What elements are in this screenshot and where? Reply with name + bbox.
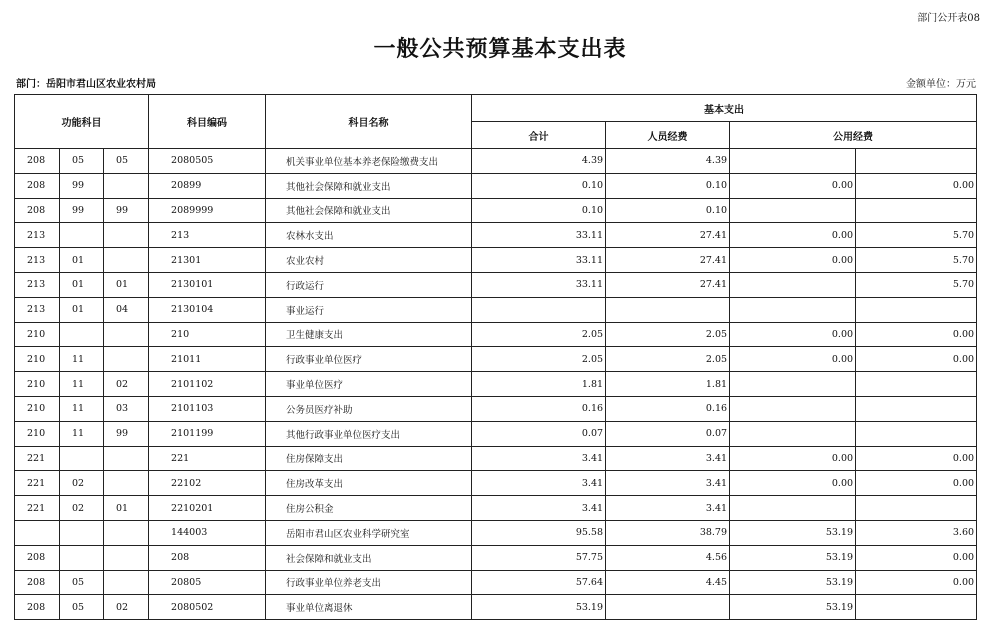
subject-code-cell: 2101102 (149, 372, 266, 397)
func-subitem-cell: 01 (104, 496, 149, 521)
total-cell: 3.41 (472, 471, 606, 496)
func-item-cell (60, 520, 104, 545)
header-subject-code: 科目编码 (149, 95, 266, 149)
total-cell: 2.05 (472, 347, 606, 372)
subject-name-cell: 农业农村 (266, 248, 472, 273)
func-class-cell: 208 (15, 545, 60, 570)
func-subitem-cell (104, 570, 149, 595)
table-row (15, 223, 977, 248)
func-class-cell: 210 (15, 372, 60, 397)
public-cell (730, 272, 856, 297)
total-cell: 0.16 (472, 396, 606, 421)
func-class-cell: 221 (15, 496, 60, 521)
public-cell: 0.00 (730, 347, 856, 372)
public-cell: 0.00 (730, 471, 856, 496)
table-row (15, 446, 977, 471)
func-item-cell: 01 (60, 297, 104, 322)
public-cell: 0.00 (730, 173, 856, 198)
header-func-subject: 功能科目 (15, 95, 149, 149)
table-row (15, 272, 977, 297)
func-class-cell: 210 (15, 322, 60, 347)
func-class-cell: 208 (15, 173, 60, 198)
department-label: 部门：岳阳市君山区农业农村局 (16, 79, 156, 90)
public-cell (730, 198, 856, 223)
func-item-cell: 11 (60, 421, 104, 446)
func-subitem-cell: 02 (104, 372, 149, 397)
public-extra-cell: 0.00 (856, 446, 977, 471)
func-class-cell (15, 520, 60, 545)
func-item-cell: 11 (60, 396, 104, 421)
func-item-cell (60, 322, 104, 347)
public-cell (730, 496, 856, 521)
func-item-cell: 02 (60, 496, 104, 521)
func-class-cell: 213 (15, 272, 60, 297)
func-subitem-cell (104, 248, 149, 273)
table-row (15, 545, 977, 570)
total-cell: 53.19 (472, 595, 606, 620)
func-class-cell: 208 (15, 595, 60, 620)
personnel-cell (606, 297, 730, 322)
public-cell: 0.00 (730, 248, 856, 273)
public-cell: 53.19 (730, 595, 856, 620)
public-extra-cell (856, 149, 977, 174)
subject-code-cell: 21011 (149, 347, 266, 372)
subject-name-cell: 公务员医疗补助 (266, 396, 472, 421)
personnel-cell: 3.41 (606, 496, 730, 521)
subject-name-cell: 住房改革支出 (266, 471, 472, 496)
func-item-cell: 01 (60, 248, 104, 273)
func-class-cell: 208 (15, 570, 60, 595)
func-subitem-cell: 03 (104, 396, 149, 421)
personnel-cell: 27.41 (606, 272, 730, 297)
header-total: 合计 (472, 122, 606, 149)
total-cell: 2.05 (472, 322, 606, 347)
public-extra-cell (856, 297, 977, 322)
subject-code-cell: 2089999 (149, 198, 266, 223)
func-subitem-cell (104, 471, 149, 496)
public-extra-cell: 3.60 (856, 520, 977, 545)
func-item-cell: 02 (60, 471, 104, 496)
public-cell: 0.00 (730, 322, 856, 347)
subject-code-cell: 20805 (149, 570, 266, 595)
subject-name-cell: 社会保障和就业支出 (266, 545, 472, 570)
total-cell: 33.11 (472, 272, 606, 297)
table-row (15, 520, 977, 545)
subject-name-cell: 其他社会保障和就业支出 (266, 198, 472, 223)
public-extra-cell: 0.00 (856, 570, 977, 595)
subject-name-cell: 岳阳市君山区农业科学研究室 (266, 520, 472, 545)
subject-code-cell: 210 (149, 322, 266, 347)
public-extra-cell: 0.00 (856, 347, 977, 372)
unit-label: 金额单位：万元 (906, 79, 976, 90)
subject-code-cell: 2130101 (149, 272, 266, 297)
total-cell: 95.58 (472, 520, 606, 545)
func-subitem-cell (104, 173, 149, 198)
func-subitem-cell: 02 (104, 595, 149, 620)
func-class-cell: 210 (15, 347, 60, 372)
subject-name-cell: 行政事业单位医疗 (266, 347, 472, 372)
func-item-cell: 99 (60, 173, 104, 198)
public-extra-cell: 0.00 (856, 322, 977, 347)
subject-code-cell: 2080502 (149, 595, 266, 620)
subject-code-cell: 2101199 (149, 421, 266, 446)
subject-name-cell: 事业单位离退休 (266, 595, 472, 620)
func-item-cell (60, 545, 104, 570)
table-row (15, 198, 977, 223)
public-extra-cell: 0.00 (856, 173, 977, 198)
subject-code-cell: 22102 (149, 471, 266, 496)
subject-name-cell: 住房保障支出 (266, 446, 472, 471)
public-cell: 0.00 (730, 223, 856, 248)
personnel-cell (606, 595, 730, 620)
subject-code-cell: 213 (149, 223, 266, 248)
func-class-cell: 213 (15, 223, 60, 248)
func-subitem-cell (104, 347, 149, 372)
func-item-cell (60, 446, 104, 471)
expense-table (14, 94, 977, 620)
personnel-cell: 4.45 (606, 570, 730, 595)
personnel-cell: 1.81 (606, 372, 730, 397)
subject-name-cell: 其他社会保障和就业支出 (266, 173, 472, 198)
public-extra-cell (856, 396, 977, 421)
table-row (15, 297, 977, 322)
table-row (15, 421, 977, 446)
subject-code-cell: 2101103 (149, 396, 266, 421)
func-item-cell: 11 (60, 372, 104, 397)
total-cell: 57.64 (472, 570, 606, 595)
total-cell: 0.10 (472, 173, 606, 198)
subject-code-cell: 20899 (149, 173, 266, 198)
subject-name-cell: 行政运行 (266, 272, 472, 297)
subject-name-cell: 事业运行 (266, 297, 472, 322)
table-row (15, 496, 977, 521)
total-cell: 57.75 (472, 545, 606, 570)
func-item-cell: 99 (60, 198, 104, 223)
public-extra-cell: 5.70 (856, 223, 977, 248)
personnel-cell: 0.07 (606, 421, 730, 446)
total-cell (472, 297, 606, 322)
subject-code-cell: 2210201 (149, 496, 266, 521)
func-subitem-cell (104, 223, 149, 248)
public-cell (730, 297, 856, 322)
public-extra-cell: 0.00 (856, 545, 977, 570)
personnel-cell: 4.39 (606, 149, 730, 174)
total-cell: 0.10 (472, 198, 606, 223)
public-cell: 53.19 (730, 545, 856, 570)
personnel-cell: 3.41 (606, 471, 730, 496)
personnel-cell: 0.16 (606, 396, 730, 421)
subject-name-cell: 事业单位医疗 (266, 372, 472, 397)
func-subitem-cell (104, 520, 149, 545)
total-cell: 3.41 (472, 446, 606, 471)
total-cell: 0.07 (472, 421, 606, 446)
table-row (15, 347, 977, 372)
table-row (15, 149, 977, 174)
personnel-cell: 27.41 (606, 223, 730, 248)
func-subitem-cell: 01 (104, 272, 149, 297)
func-subitem-cell (104, 545, 149, 570)
subject-name-cell: 机关事业单位基本养老保险缴费支出 (266, 149, 472, 174)
func-class-cell: 210 (15, 421, 60, 446)
table-row (15, 173, 977, 198)
total-cell: 33.11 (472, 223, 606, 248)
personnel-cell: 2.05 (606, 322, 730, 347)
func-class-cell: 210 (15, 396, 60, 421)
personnel-cell: 0.10 (606, 198, 730, 223)
public-extra-cell: 0.00 (856, 471, 977, 496)
header-public: 公用经费 (730, 122, 977, 149)
public-extra-cell (856, 198, 977, 223)
func-item-cell (60, 223, 104, 248)
table-row (15, 322, 977, 347)
public-cell (730, 149, 856, 174)
table-row (15, 471, 977, 496)
public-cell (730, 372, 856, 397)
func-subitem-cell: 99 (104, 198, 149, 223)
header-personnel: 人员经费 (606, 122, 730, 149)
func-subitem-cell: 05 (104, 149, 149, 174)
personnel-cell: 27.41 (606, 248, 730, 273)
public-cell: 0.00 (730, 446, 856, 471)
personnel-cell: 38.79 (606, 520, 730, 545)
total-cell: 4.39 (472, 149, 606, 174)
table-row (15, 595, 977, 620)
func-class-cell: 213 (15, 248, 60, 273)
total-cell: 3.41 (472, 496, 606, 521)
public-cell (730, 396, 856, 421)
public-extra-cell: 5.70 (856, 272, 977, 297)
report-tag: 部门公开表08 (917, 13, 980, 24)
subject-code-cell: 2080505 (149, 149, 266, 174)
func-class-cell: 221 (15, 471, 60, 496)
table-row (15, 372, 977, 397)
table-row (15, 570, 977, 595)
personnel-cell: 4.56 (606, 545, 730, 570)
subject-name-cell: 农林水支出 (266, 223, 472, 248)
subject-code-cell: 221 (149, 446, 266, 471)
func-item-cell: 05 (60, 149, 104, 174)
subject-name-cell: 住房公积金 (266, 496, 472, 521)
func-class-cell: 213 (15, 297, 60, 322)
subject-name-cell: 行政事业单位养老支出 (266, 570, 472, 595)
func-subitem-cell: 04 (104, 297, 149, 322)
page-title: 一般公共预算基本支出表 (373, 36, 627, 62)
table-row (15, 396, 977, 421)
subject-code-cell: 208 (149, 545, 266, 570)
public-extra-cell: 5.70 (856, 248, 977, 273)
func-subitem-cell (104, 322, 149, 347)
subject-code-cell: 2130104 (149, 297, 266, 322)
func-subitem-cell: 99 (104, 421, 149, 446)
func-class-cell: 208 (15, 149, 60, 174)
header-subject-name: 科目名称 (266, 95, 472, 149)
subject-code-cell: 144003 (149, 520, 266, 545)
public-cell: 53.19 (730, 520, 856, 545)
func-subitem-cell (104, 446, 149, 471)
public-extra-cell (856, 421, 977, 446)
func-item-cell: 05 (60, 570, 104, 595)
subject-code-cell: 21301 (149, 248, 266, 273)
public-cell (730, 421, 856, 446)
public-extra-cell (856, 496, 977, 521)
subject-name-cell: 卫生健康支出 (266, 322, 472, 347)
personnel-cell: 2.05 (606, 347, 730, 372)
func-item-cell: 05 (60, 595, 104, 620)
total-cell: 33.11 (472, 248, 606, 273)
subject-name-cell: 其他行政事业单位医疗支出 (266, 421, 472, 446)
public-extra-cell (856, 595, 977, 620)
func-class-cell: 221 (15, 446, 60, 471)
header-basic-expense: 基本支出 (472, 95, 977, 122)
public-extra-cell (856, 372, 977, 397)
personnel-cell: 0.10 (606, 173, 730, 198)
public-cell: 53.19 (730, 570, 856, 595)
func-item-cell: 11 (60, 347, 104, 372)
func-class-cell: 208 (15, 198, 60, 223)
table-row (15, 248, 977, 273)
func-item-cell: 01 (60, 272, 104, 297)
personnel-cell: 3.41 (606, 446, 730, 471)
total-cell: 1.81 (472, 372, 606, 397)
